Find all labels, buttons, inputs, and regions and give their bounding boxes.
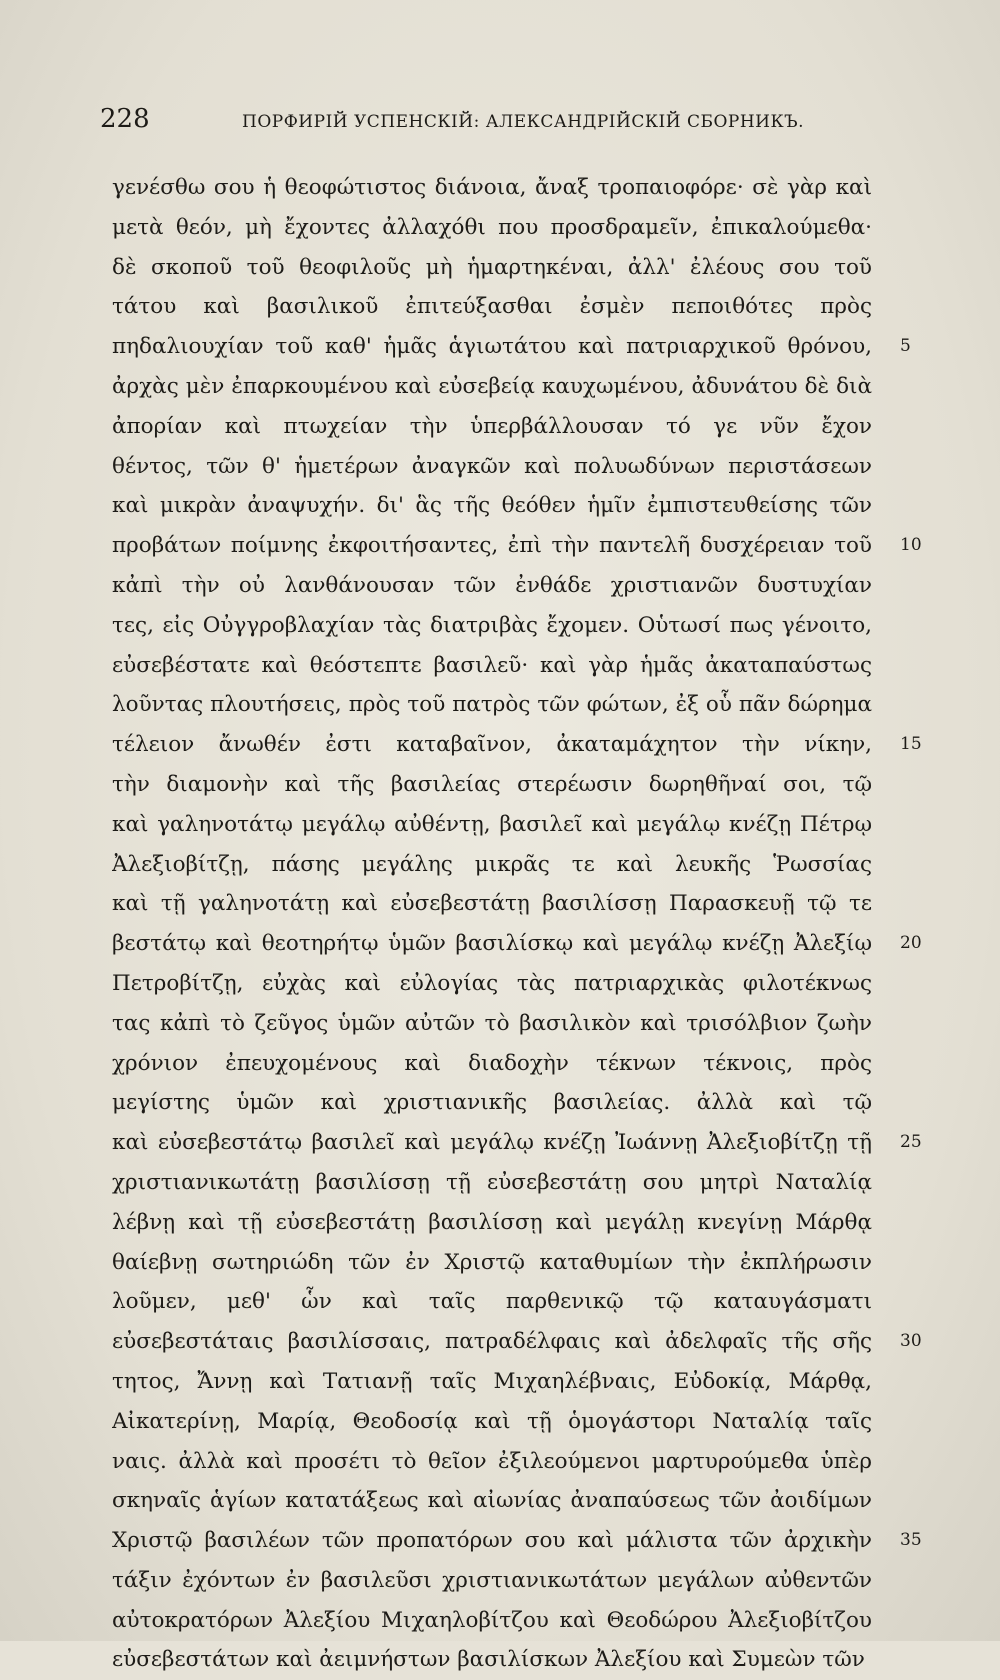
line-text: τητος, Ἄννῃ καὶ Τατιανῇ ταῖς Μιχαηλέβναις, Εὐδοκίᾳ, Μάρθᾳ,: [112, 1368, 872, 1394]
line-number: 5: [900, 336, 911, 357]
text-line: [112, 1442, 887, 1482]
line-text: τάτου καὶ βασιλικοῦ ἐπιτεύξασθαι ἐσμὲν πεποιθότες πρὸς: [112, 294, 872, 320]
line-text: χριστιανικωτάτῃ βασιλίσσῃ τῇ εὐσεβεστάτῃ σου μητρὶ Ναταλίᾳ: [112, 1169, 872, 1195]
text-line: [112, 486, 887, 526]
page-header: [100, 104, 860, 140]
line-number: 20: [900, 933, 922, 954]
text-line: [112, 1561, 887, 1601]
text-line: [112, 1083, 887, 1123]
line-text: προβάτων ποίμνης ἐκφοιτήσαντες, ἐπὶ τὴν παντελῆ δυσχέρειαν τοῦ: [112, 533, 872, 559]
line-text: εὐσεβεστάτων καὶ ἀειμνήστων βασιλίσκων Ἀλεξίου καὶ Συμεὼν τῶν: [112, 1647, 865, 1673]
line-text: καὶ τῇ γαληνοτάτῃ καὶ εὐσεβεστάτῃ βασιλίσσῃ Παρασκευῇ τῷ τε: [112, 891, 872, 917]
line-text: θαίεβνῃ σωτηριώδη τῶν ἐν Χριστῷ καταθυμίων τὴν ἐκπλήρωσιν: [112, 1249, 872, 1275]
line-text: δὲ σκοποῦ τοῦ θεοφιλοῦς μὴ ἡμαρτηκέναι, ἀλλ' ἐλέους σου τοῦ: [112, 254, 872, 280]
line-text: τὴν διαμονὴν καὶ τῆς βασιλείας στερέωσιν δωρηθῆναί σοι, τῷ: [112, 771, 872, 797]
text-line: [112, 1402, 887, 1442]
text-line: [112, 248, 887, 288]
text-line: [112, 1362, 887, 1402]
text-line: [112, 765, 887, 805]
line-text: τάξιν ἐχόντων ἐν βασιλεῦσι χριστιανικωτάτων μεγάλων αὐθεντῶν: [112, 1567, 872, 1593]
line-text: πηδαλιουχίαν τοῦ καθ' ἡμᾶς ἁγιωτάτου καὶ πατριαρχικοῦ θρόνου,: [112, 334, 872, 360]
line-text: καὶ γαληνοτάτῳ μεγάλῳ αὐθέντῃ, βασιλεῖ καὶ μεγάλῳ κνέζῃ Πέτρῳ: [112, 811, 872, 837]
text-line: [112, 1243, 887, 1283]
line-text: μετὰ θεόν, μὴ ἔχοντες ἀλλαχόθι που προσδραμεῖν, ἐπικαλούμεθα·: [112, 214, 872, 240]
text-line: [112, 287, 887, 327]
line-number: 25: [900, 1132, 922, 1153]
text-line: [112, 725, 922, 765]
line-text: αὐτοκρατόρων Ἀλεξίου Μιχαηλοβίτζου καὶ Θεοδώρου Ἀλεξιοβίτζου: [112, 1607, 872, 1633]
page-number: 228: [100, 104, 150, 134]
line-number: 10: [900, 535, 922, 556]
line-text: Ἀλεξιοβίτζῃ, πάσης μεγάλης μικρᾶς τε καὶ λευκῆς Ῥωσσίας: [112, 851, 872, 877]
text-line: [112, 1521, 922, 1561]
line-text: λοῦντας πλουτήσεις, πρὸς τοῦ πατρὸς τῶν φώτων, ἐξ οὗ πᾶν δώρημα: [112, 692, 872, 718]
line-text: σκηναῖς ἁγίων κατατάξεως καὶ αἰωνίας ἀναπαύσεως τῶν ἀοιδίμων: [112, 1488, 872, 1514]
text-line: [112, 566, 887, 606]
text-line: [112, 1004, 887, 1044]
text-line: [112, 1044, 887, 1084]
text-line: [112, 526, 922, 566]
text-line: [112, 1481, 887, 1521]
line-number: 30: [900, 1331, 922, 1352]
text-line: [112, 924, 922, 964]
text-line: [112, 606, 887, 646]
line-text: Πετροβίτζῃ, εὐχὰς καὶ εὐλογίας τὰς πατριαρχικὰς φιλοτέκνως: [112, 970, 872, 996]
text-line: [112, 1282, 887, 1322]
text-line: [112, 685, 887, 725]
text-line: [112, 964, 887, 1004]
text-line: [112, 1203, 887, 1243]
line-text: εὐσεβέστατε καὶ θεόστεπτε βασιλεῦ· καὶ γὰρ ἡμᾶς ἀκαταπαύστως: [112, 652, 872, 678]
text-line: [112, 805, 887, 845]
line-text: βεστάτῳ καὶ θεοτηρήτῳ ὑμῶν βασιλίσκῳ καὶ μεγάλῳ κνέζῃ Ἀλεξίῳ: [112, 931, 872, 957]
text-line: [112, 1640, 887, 1680]
body-text: [112, 168, 922, 1680]
text-line: [112, 1601, 887, 1641]
text-line: [112, 1322, 922, 1362]
line-text: λοῦμεν, μεθ' ὧν καὶ ταῖς παρθενικῷ τῷ καταυγάσματι: [112, 1289, 872, 1315]
line-text: καὶ μικρὰν ἀναψυχήν. δι' ἃς τῆς θεόθεν ἡμῖν ἐμπιστευθείσης τῶν: [112, 493, 872, 519]
text-line: [112, 208, 887, 248]
line-text: εὐσεβεστάταις βασιλίσσαις, πατραδέλφαις καὶ ἀδελφαῖς τῆς σῆς: [112, 1329, 872, 1355]
line-text: Χριστῷ βασιλέων τῶν προπατόρων σου καὶ μάλιστα τῶν ἀρχικὴν: [112, 1528, 872, 1554]
text-line: [112, 845, 887, 885]
line-text: κἀπὶ τὴν οὐ λανθάνουσαν τῶν ἐνθάδε χριστιανῶν δυστυχίαν: [112, 572, 872, 598]
text-line: [112, 1123, 922, 1163]
text-line: [112, 407, 887, 447]
text-line: [112, 447, 887, 487]
line-text: ἀρχὰς μὲν ἐπαρκουμένου καὶ εὐσεβείᾳ καυχωμένου, ἀδυνάτου δὲ διὰ: [112, 373, 872, 399]
line-text: τες, εἰς Οὐγγροβλαχίαν τὰς διατριβὰς ἔχομεν. Οὑτωσί πως γένοιτο,: [112, 612, 872, 638]
text-line: [112, 367, 887, 407]
line-number: 35: [900, 1530, 922, 1551]
line-text: μεγίστης ὑμῶν καὶ χριστιανικῆς βασιλείας. ἀλλὰ καὶ τῷ: [112, 1090, 872, 1116]
text-line: [112, 646, 887, 686]
line-text: καὶ εὐσεβεστάτῳ βασιλεῖ καὶ μεγάλῳ κνέζῃ Ἰωάννῃ Ἀλεξιοβίτζῃ τῇ: [112, 1130, 872, 1156]
line-text: ναις. ἀλλὰ καὶ προσέτι τὸ θεῖον ἐξιλεούμενοι μαρτυρούμεθα ὑπὲρ: [112, 1448, 872, 1474]
line-text: ἀπορίαν καὶ πτωχείαν τὴν ὑπερβάλλουσαν τό γε νῦν ἔχον: [112, 413, 872, 439]
running-head: ПОРФИРІЙ УСПЕНСКІЙ: АЛЕКСАНДРІЙСКІЙ СБОРНИКЪ.: [242, 112, 805, 132]
line-text: γενέσθω σου ἡ θεοφώτιστος διάνοια, ἄναξ τροπαιοφόρε· σὲ γὰρ καὶ: [112, 175, 872, 200]
text-line: [112, 1163, 887, 1203]
line-text: θέντος, τῶν θ' ἡμετέρων ἀναγκῶν καὶ πολυωδύνων περιστάσεων: [112, 453, 872, 479]
line-number: 15: [900, 734, 922, 755]
line-text: λέβνῃ καὶ τῇ εὐσεβεστάτῃ βασιλίσσῃ καὶ μεγάλῃ κνεγίνῃ Μάρθᾳ: [112, 1209, 872, 1235]
line-text: τέλειον ἄνωθέν ἐστι καταβαῖνον, ἀκαταμάχητον τὴν νίκην,: [112, 732, 872, 758]
text-line: [112, 168, 887, 208]
text-line: [112, 884, 887, 924]
line-text: Αἰκατερίνῃ, Μαρίᾳ, Θεοδοσίᾳ καὶ τῇ ὁμογάστορι Ναταλίᾳ ταῖς: [112, 1408, 872, 1434]
line-text: χρόνιον ἐπευχομένους καὶ διαδοχὴν τέκνων τέκνοις, πρὸς: [112, 1050, 872, 1076]
line-text: τας κἀπὶ τὸ ζεῦγος ὑμῶν αὐτῶν τὸ βασιλικὸν καὶ τρισόλβιον ζωὴν: [112, 1010, 872, 1036]
text-line: [112, 327, 911, 367]
